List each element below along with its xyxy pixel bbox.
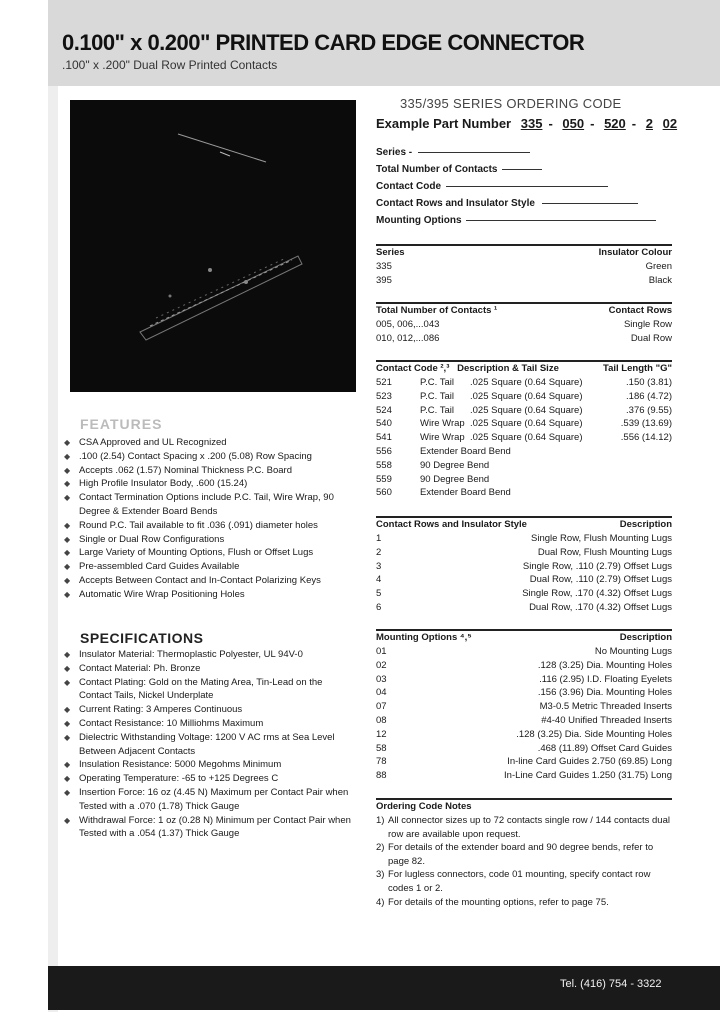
table-header: Contact Rows and Insulator Style Description [376,519,672,530]
table-row: 005, 006,...043 Single Row [376,319,672,330]
ordering-code-title: 335/395 SERIES ORDERING CODE [400,96,622,111]
list-item: ◆ Withdrawal Force: 1 oz (0.28 N) Minimum per Contact Pair when Tested with a .054 (1.37) Thick Gauge [64,814,354,842]
table-row: 558 90 Degree Bend [376,459,490,471]
table-row: 01 No Mounting Lugs [376,646,672,657]
list-item: ◆ Contact Termination Options include P.C. Tail, Wire Wrap, 90 Degree & Extender Board Bends [64,491,354,519]
table-row: 559 90 Degree Bend [376,473,490,485]
label-rows-style: Contact Rows and Insulator Style [376,198,535,209]
list-item: ◆ Contact Material: Ph. Bronze [64,662,354,676]
table-row: 556 Extender Board Bend [376,445,511,457]
leader-line [418,152,530,153]
specifications-heading: SPECIFICATIONS [80,630,204,646]
table-row: 03 .116 (2.95) I.D. Floating Eyelets [376,673,672,685]
label-contact-code: Contact Code [376,181,441,192]
note-item: 1) All connector sizes up to 72 contacts single row / 144 contacts dual row are available upon request. [376,815,670,840]
leader-line [466,220,656,221]
table-row: 523 P.C. Tail .025 Square (0.64 Square) .186 (4.72) [376,390,672,402]
part-segment-series: 335 [520,116,543,131]
table-row: 1 Single Row, Flush Mounting Lugs [376,533,672,544]
table-row: 3 Single Row, .110 (2.79) Offset Lugs [376,560,672,572]
list-item: ◆ Single or Dual Row Configurations [64,533,354,547]
features-heading: FEATURES [80,416,163,432]
table-header: Contact Code ²,³ Description & Tail Size Tail Length "G" [376,363,672,374]
leader-line [502,169,542,170]
table-row: 541 Wire Wrap .025 Square (0.64 Square) .556 (14.12) [376,432,672,444]
note-item: 3) For lugless connectors, code 01 mounting, specify contact row codes 1 or 2. [376,869,651,894]
table-row: 02 .128 (3.25) Dia. Mounting Holes [376,659,672,671]
list-item: ◆ Current Rating: 3 Amperes Continuous [64,703,354,717]
list-item: ◆ Operating Temperature: -65 to +125 Degrees C [64,772,354,786]
note-item: 2) For details of the extender board and 90 degree bends, refer to page 82. [376,842,654,867]
table-row: 010, 012,...086 Dual Row [376,332,672,344]
label-total-contacts: Total Number of Contacts [376,164,498,175]
table-row: 07 M3-0.5 Metric Threaded Inserts [376,701,672,713]
product-photo [70,100,356,392]
ordering-notes [376,798,672,909]
list-item: ◆ Insertion Force: 16 oz (4.45 N) Maximum per Contact Pair when Tested with a .070 (1.78) Thick Gauge [64,786,354,814]
part-separator: - [590,116,595,131]
list-item: ◆ Large Variety of Mounting Options, Flush or Offset Lugs [64,546,354,560]
list-item: ◆ Round P.C. Tail available to fit .036 (.091) diameter holes [64,519,354,533]
features-list [64,436,354,602]
table-row: 335 Green [376,261,672,272]
part-segment-contacts: 050 [562,116,585,131]
example-label: Example Part Number [376,116,512,131]
table-row: 540 Wire Wrap .025 Square (0.64 Square) .539 (13.69) [376,418,672,430]
page-title: 0.100" x 0.200" PRINTED CARD EDGE CONNECTOR [62,30,585,55]
left-margin-strip [48,86,58,1012]
list-item: ◆ Contact Plating: Gold on the Mating Area, Tin-Lead on the Contact Tails, Nickel Underplate [64,676,354,704]
list-item: ◆ Contact Resistance: 10 Milliohms Maximum [64,717,354,731]
footer-telephone: Tel. (416) 754 - 3322 [560,978,662,990]
rows-style-table [376,516,672,615]
list-item: ◆ Dielectric Withstanding Voltage: 1200 V AC rms at Sea Level Between Adjacent Contacts [64,731,354,759]
leader-line [542,203,638,204]
part-segment-mounting: 02 [662,116,678,131]
contact-code-table [376,360,672,500]
table-row: 5 Single Row, .170 (4.32) Offset Lugs [376,588,672,600]
leader-line [446,186,608,187]
table-row: 521 P.C. Tail .025 Square (0.64 Square) .150 (3.81) [376,377,672,388]
table-row: 88 In-Line Card Guides 1.250 (31.75) Long [376,770,672,782]
table-row: 12 .128 (3.25) Dia. Side Mounting Holes [376,728,672,740]
part-segment-rows: 2 [645,116,653,131]
specifications-list [64,648,354,841]
example-part-number [376,116,677,131]
label-mounting: Mounting Options [376,215,462,226]
table-row: 560 Extender Board Bend [376,487,511,499]
contacts-table [376,302,672,346]
list-item: ◆ Pre-assembled Card Guides Available [64,560,354,574]
part-separator: - [548,116,553,131]
table-row: 524 P.C. Tail .025 Square (0.64 Square) .376 (9.55) [376,404,672,416]
table-row: 4 Dual Row, .110 (2.79) Offset Lugs [376,574,672,586]
table-header: Mounting Options ⁴,⁵ Description [376,632,672,643]
table-row: 04 .156 (3.96) Dia. Mounting Holes [376,687,672,699]
table-header: Total Number of Contacts ¹ Contact Rows [376,305,672,316]
table-row: 08 #4-40 Unified Threaded Inserts [376,714,672,726]
list-item: ◆ High Profile Insulator Body, .600 (15.24) [64,477,354,491]
note-item: 4) For details of the mounting options, refer to page 75. [376,896,609,908]
list-item: ◆ Insulator Material: Thermoplastic Polyester, UL 94V-0 [64,648,354,662]
list-item: ◆ CSA Approved and UL Recognized [64,436,354,450]
part-segment-contact-code: 520 [604,116,626,131]
mounting-options-table [376,629,672,783]
table-row: 395 Black [376,274,672,286]
table-row: 58 .468 (11.89) Offset Card Guides [376,742,672,754]
table-header: Series Insulator Colour [376,247,672,258]
list-item: ◆ Insulation Resistance: 5000 Megohms Minimum [64,758,354,772]
list-item: ◆ Automatic Wire Wrap Positioning Holes [64,588,354,602]
notes-heading: Ordering Code Notes [376,801,472,812]
connector-photo-graphic [70,100,356,392]
list-item: ◆ Accepts Between Contact and In-Contact Polarizing Keys [64,574,354,588]
table-row: 6 Dual Row, .170 (4.32) Offset Lugs [376,601,672,613]
part-separator: - [631,116,637,131]
label-series: Series - [376,147,413,158]
series-table [376,244,672,288]
list-item: ◆ Accepts .062 (1.57) Nominal Thickness P.C. Board [64,464,354,478]
page-subtitle: .100" x .200" Dual Row Printed Contacts [62,58,278,72]
table-row: 2 Dual Row, Flush Mounting Lugs [376,546,672,558]
table-row: 78 In-line Card Guides 2.750 (69.85) Long [376,756,672,768]
list-item: ◆ .100 (2.54) Contact Spacing x .200 (5.08) Row Spacing [64,450,354,464]
